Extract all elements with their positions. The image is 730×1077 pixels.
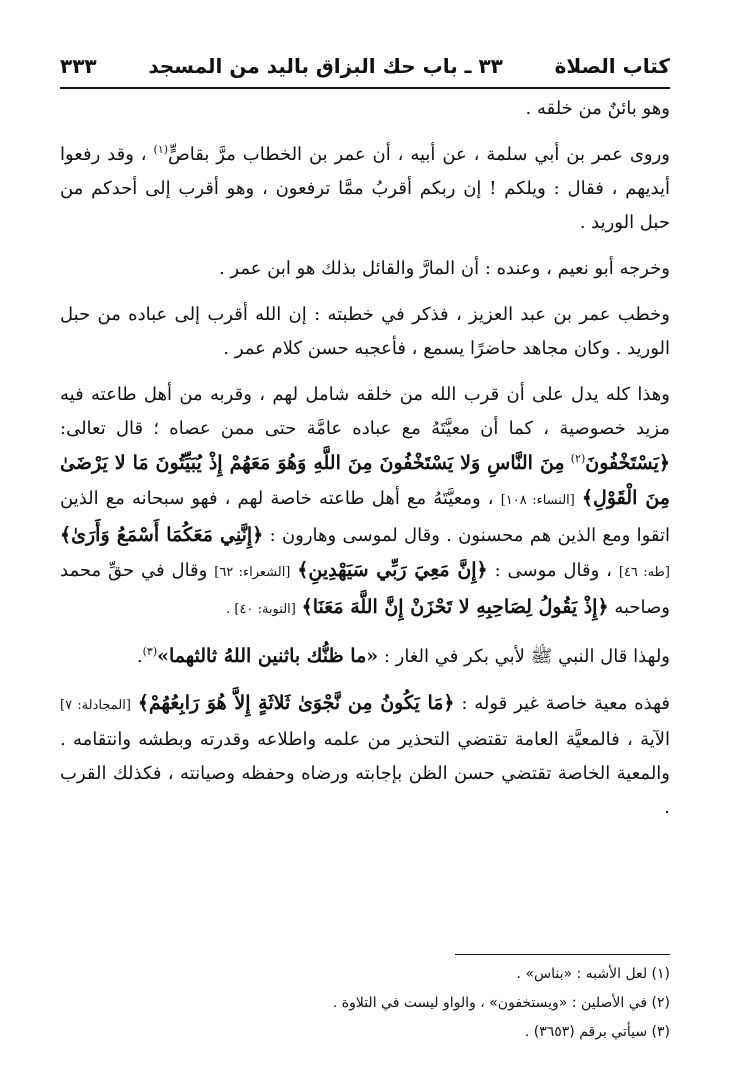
quran-verse: ﴿مَا يَكُونُ مِن نَّجْوَىٰ ثَلاثَةٍ إِلاَّ هُوَ رَابِعُهُمْ﴾ <box>137 692 455 714</box>
verse-citation: [الشعراء: ٦٢] <box>214 565 291 580</box>
running-header <box>60 46 670 86</box>
text-run: وخرجه أبو نعيم ، وعنده : أن المارَّ والقائل بذلك هو ابن عمر . <box>218 258 670 279</box>
text-run: وقال في حقِّ محمد وصاحبه <box>60 560 670 618</box>
footnote-rule <box>455 954 670 955</box>
text-run: ، ومعيَّتَهُ مع أهل طاعته خاصة لهم ، فهو سبحانه مع الذين اتقوا ومع الذين هم محسنون . وقال لموسى وهارون : <box>60 488 670 546</box>
text-run: ولهذا قال النبي ﷺ لأبي بكر في الغار : <box>383 646 670 667</box>
verse-citation: [النساء: ١٠٨] <box>500 493 575 508</box>
text-run: وخطب عمر بن عبد العزيز ، فذكر في خطبته : إن الله أقرب إلى عباده من حبل الوريد . وكان مجاهد حاضرًا يسمع ، فأعجبه حسن كلام عمر . <box>60 304 670 359</box>
text-run: وهذا كله يدل على أن قرب الله من خلقه شامل لهم ، وقربه من أهل طاعته فيه مزيد خصوصية ، كما أن معيَّتَهُ مع عباده عامَّة حتى ممن عصاه ؛ قال تعالى: <box>60 384 670 439</box>
paragraph <box>60 252 670 286</box>
verse-citation: [التوبة: ٤٠] . <box>226 602 296 617</box>
footnote: (٢) في الأصلين : «ويستخفون» ، والواو ليست في التلاوة . <box>332 995 670 1011</box>
main-text <box>60 92 670 837</box>
footnote: (٣) سيأتي برقم (٣٦٥٣) . <box>524 1024 670 1040</box>
footnote-marker: (١) <box>153 143 169 156</box>
book-title: كتاب الصلاة <box>554 54 670 78</box>
paragraph <box>60 92 670 126</box>
quran-verse: ﴿إِنَّ مَعِيَ رَبِّي سَيَهْدِينِ﴾ <box>297 559 488 581</box>
header-rule <box>60 87 670 89</box>
text-run: . <box>136 646 143 667</box>
verse-citation: [طه: ٤٦] <box>618 565 670 580</box>
paragraph <box>60 298 670 366</box>
text-run: وروى عمر بن أبي سلمة ، عن أبيه ، أن عمر بن الخطاب مرَّ بقاصٍّ <box>168 144 670 165</box>
text-run: ، وقد رفعوا أيديهم ، فقال : ويلكم ! إن ربكم أقربُ ممَّا ترفعون ، وهو أقرب إلى أحدكم من حبل الوريد . <box>60 144 670 233</box>
footnote-marker: (٢) <box>570 452 586 465</box>
quran-verse: مِنَ النَّاسِ وَلا يَسْتَخْفُونَ مِنَ اللَّهِ وَهُوَ مَعَهُمْ إِذْ يُبَيِّتُونَ مَا لا يَرْضَىٰ مِنَ الْقَوْلِ﴾ <box>60 452 670 509</box>
text-run: ، وقال موسى : <box>494 560 612 581</box>
hadith-quote: «ما ظنُّك باثنين اللهُ ثالثهما» <box>157 645 379 667</box>
paragraph <box>60 639 670 674</box>
paragraph <box>60 138 670 240</box>
quran-verse: ﴿يَسْتَخْفُونَ <box>585 452 670 474</box>
page-number: ٣٣٣ <box>60 54 97 78</box>
text-run: فهذه معية خاصة غير قوله : <box>461 693 670 714</box>
quran-verse: ﴿إِذْ يَقُولُ لِصَاحِبِهِ لا تَحْزَنْ إِنَّ اللَّهَ مَعَنَا﴾ <box>301 596 609 618</box>
text-run: وهو بائنٌ من خلقه . <box>525 98 670 119</box>
chapter-title: ٣٣ ـ باب حك البزاق باليد من المسجد <box>148 54 503 78</box>
text-run: الآية ، فالمعيَّة العامة تقتضي التحذير من علمه واطلاعه وقدرته وبطشه وانتقامه . والمعية الخاصة تقتضي حسن الظن بإجابته ورضاه وحفظه وصيانته ، فكذلك القرب . <box>60 729 670 818</box>
paragraph <box>60 378 670 627</box>
quran-verse: ﴿إِنَّنِي مَعَكُمَا أَسْمَعُ وَأَرَىٰ﴾ <box>60 524 264 546</box>
footnote: (١) لعل الأشبه : «بناس» . <box>516 966 670 982</box>
footnotes <box>60 960 670 1047</box>
paragraph <box>60 686 670 825</box>
verse-citation: [المجادلة: ٧] <box>60 698 131 713</box>
footnote-marker: (٣) <box>142 645 158 658</box>
